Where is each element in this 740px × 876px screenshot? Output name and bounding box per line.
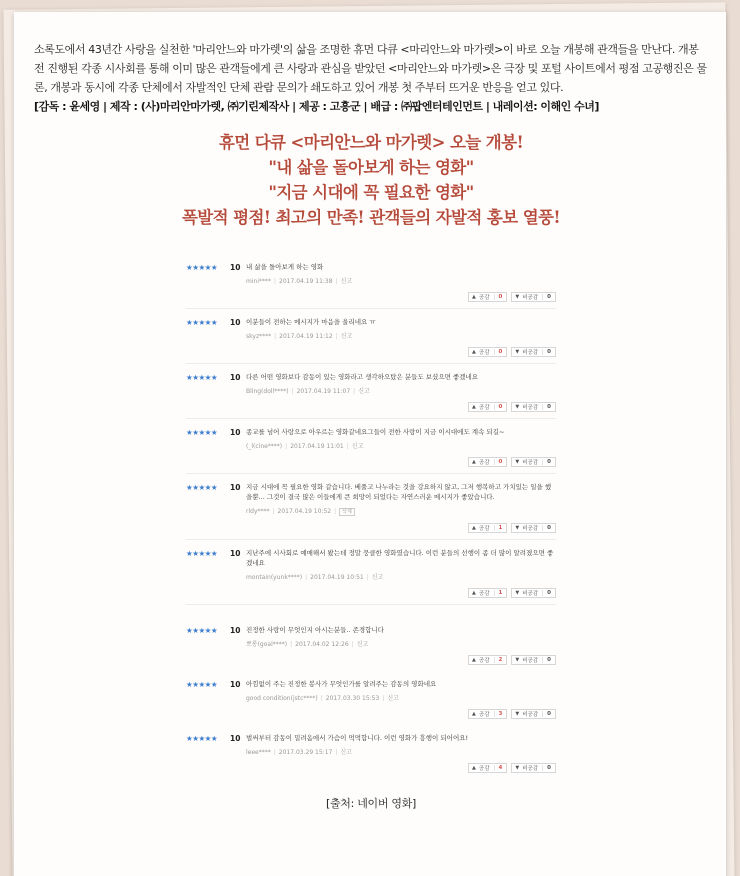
review-text: 아낌없이 주는 진정한 봉사가 무엇인가를 알려주는 감동의 영화네요 xyxy=(246,680,437,688)
headline-line-1: 휴먼 다큐 <마리안느와 마가렛> 오늘 개봉! xyxy=(218,133,524,152)
review-item xyxy=(186,725,556,779)
report-link[interactable]: 신고 xyxy=(340,278,353,285)
meta-separator: | xyxy=(274,333,277,340)
review-user[interactable]: skyz**** xyxy=(246,333,272,340)
dislike-label: 비공감 xyxy=(522,295,539,301)
review-item xyxy=(186,617,556,671)
thumbs-down-icon: ▼ xyxy=(515,711,520,717)
meta-separator: | xyxy=(334,508,337,515)
thumbs-up-icon: ▲ xyxy=(472,294,476,300)
review-text: 내 삶을 돌아보게 하는 영화 xyxy=(246,263,324,271)
review-score: 10 xyxy=(230,483,241,492)
dislike-label: 비공감 xyxy=(522,460,539,466)
like-count: 4 xyxy=(494,765,507,771)
like-label: 공감 xyxy=(478,658,490,664)
dislike-count: 0 xyxy=(542,349,555,355)
like-count: 0 xyxy=(494,349,507,355)
press-release-page xyxy=(14,12,726,876)
review-meta xyxy=(246,573,556,582)
meta-separator: | xyxy=(335,333,338,340)
like-count: 2 xyxy=(494,657,507,663)
report-link[interactable]: 신고 xyxy=(358,388,370,395)
star-rating-icon: ★★★★★ xyxy=(186,626,218,635)
like-count: 0 xyxy=(494,294,507,300)
like-count: 1 xyxy=(494,525,507,531)
source-credit: [출처: 네이버 영화] xyxy=(325,797,417,810)
review-date: 2017.04.19 10:51 xyxy=(310,574,364,581)
thumbs-up-icon: ▲ xyxy=(472,765,476,771)
review-meta xyxy=(246,387,556,396)
review-user[interactable]: montain(yunk****) xyxy=(246,574,303,581)
like-count: 0 xyxy=(494,459,507,465)
review-item xyxy=(186,671,556,725)
credits-line: [감독 : 윤세영 | 제작 : (사)마리안마가렛, ㈜기린제작사 | 제공 : 고흥군 | 배급 : ㈜팝엔터테인먼트 | 내레이션: 이해인 수녀] xyxy=(34,100,599,113)
like-button[interactable] xyxy=(468,457,507,467)
review-user[interactable]: good condition(jstc****) xyxy=(246,695,318,702)
meta-separator: | xyxy=(285,443,288,450)
meta-separator: | xyxy=(335,278,338,285)
meta-separator: | xyxy=(291,388,294,395)
review-item xyxy=(186,419,556,474)
report-link[interactable]: 신고 xyxy=(387,695,399,702)
review-meta xyxy=(246,748,556,757)
dislike-button[interactable] xyxy=(511,588,556,598)
dislike-button[interactable] xyxy=(511,457,556,467)
thumbs-down-icon: ▼ xyxy=(515,349,520,355)
vote-buttons xyxy=(246,292,556,302)
review-meta xyxy=(246,694,556,703)
headline-line-3: "지금 시대에 꼭 필요한 영화" xyxy=(268,183,474,202)
meta-separator: | xyxy=(366,574,369,581)
report-link[interactable]: 삭제 xyxy=(339,508,355,516)
thumbs-down-icon: ▼ xyxy=(515,404,520,410)
thumbs-down-icon: ▼ xyxy=(515,525,520,531)
review-item xyxy=(186,254,556,309)
thumbs-up-icon: ▲ xyxy=(472,349,476,355)
star-rating-icon: ★★★★★ xyxy=(186,373,218,382)
thumbs-up-icon: ▲ xyxy=(472,657,476,663)
headline-line-2: "내 삶을 돌아보게 하는 영화" xyxy=(268,158,474,177)
star-rating-icon: ★★★★★ xyxy=(186,734,218,743)
like-button[interactable] xyxy=(468,292,507,302)
dislike-button[interactable] xyxy=(511,402,556,412)
thumbs-up-icon: ▲ xyxy=(472,525,476,531)
thumbs-down-icon: ▼ xyxy=(515,657,520,663)
like-count: 1 xyxy=(494,590,507,596)
review-text: 지난주에 시사회로 예매해서 봤는데 정말 뭉클한 영화였습니다. 이런 분들의 선행이 좀 더 많이 알려졌으면 좋겠네요 xyxy=(246,549,554,567)
dislike-label: 비공감 xyxy=(522,526,539,532)
review-user[interactable]: 뽀롱(goal****) xyxy=(246,641,288,648)
meta-separator: | xyxy=(290,641,293,648)
review-score: 10 xyxy=(230,318,241,327)
star-rating-icon: ★★★★★ xyxy=(186,483,218,492)
dislike-label: 비공감 xyxy=(522,658,539,664)
meta-separator: | xyxy=(346,443,349,450)
dislike-count: 0 xyxy=(542,711,555,717)
dislike-count: 0 xyxy=(542,459,555,465)
review-date: 2017.04.19 11:38 xyxy=(279,278,333,285)
like-label: 공감 xyxy=(478,350,490,356)
headline-line-4: 폭발적 평점! 최고의 만족! 관객들의 자발적 홍보 열풍! xyxy=(181,208,561,227)
dislike-button[interactable] xyxy=(511,292,556,302)
review-date: 2017.04.19 11:01 xyxy=(290,443,344,450)
review-meta xyxy=(246,332,556,341)
meta-separator: | xyxy=(351,641,354,648)
intro-paragraph: 소록도에서 43년간 사랑을 실천한 '마리안느와 마가렛'의 삶을 조명한 휴먼 다큐 <마리안느와 마가렛>이 바로 오늘 개봉해 관객들을 만난다. 개봉 전 진행된 각종 시사회를 통해 이미 많은 관객들에게 큰 사랑과 관심을 받았던 <마리안느와 마가렛>은 극장 및 포털 사이트에서 평점 고공행진은 물론, 개봉과 동시에 각종 단체에서 자발적인 단체 관람 문의가 쇄도하고 있어 개봉 첫 주부터 뜨거운 반응을 얻고 있다. xyxy=(34,43,707,94)
review-item xyxy=(186,309,556,364)
review-date: 2017.03.29 15:17 xyxy=(278,749,333,756)
thumbs-up-icon: ▲ xyxy=(472,590,476,596)
like-button[interactable] xyxy=(468,709,507,719)
report-link[interactable]: 신고 xyxy=(356,641,369,648)
like-button[interactable] xyxy=(468,523,507,533)
dislike-count: 0 xyxy=(542,657,555,663)
dislike-button[interactable] xyxy=(511,763,556,773)
dislike-count: 0 xyxy=(542,404,555,410)
like-label: 공감 xyxy=(478,295,490,301)
review-item xyxy=(186,540,556,605)
review-meta xyxy=(246,640,556,649)
dislike-count: 0 xyxy=(542,590,555,596)
review-user[interactable]: mini**** xyxy=(246,278,271,285)
review-item xyxy=(186,474,556,540)
like-label: 공감 xyxy=(478,766,490,772)
meta-separator: | xyxy=(320,695,323,702)
report-link[interactable]: 신고 xyxy=(351,443,364,450)
meta-separator: | xyxy=(272,508,275,515)
thumbs-up-icon: ▲ xyxy=(472,404,476,410)
like-count: 0 xyxy=(494,404,507,410)
thumbs-down-icon: ▼ xyxy=(515,294,520,300)
review-score: 10 xyxy=(230,263,241,272)
report-link[interactable]: 신고 xyxy=(340,333,353,340)
meta-separator: | xyxy=(273,278,277,285)
dislike-label: 비공감 xyxy=(522,350,539,356)
dislike-label: 비공감 xyxy=(522,405,539,411)
like-button[interactable] xyxy=(468,347,507,357)
thumbs-down-icon: ▼ xyxy=(515,459,520,465)
review-text: 벌써부터 감동이 밀려옴에서 가슴이 먹먹합니다. 이런 영화가 흥행이 되어어요! xyxy=(246,734,469,742)
review-user[interactable]: leee**** xyxy=(246,749,271,756)
review-meta xyxy=(246,507,556,517)
review-score: 10 xyxy=(230,680,241,689)
review-text: 다른 어떤 영화보다 감동이 있는 영화라고 생각하으탔은 분들도 보셨으면 좋겠네요 xyxy=(246,373,479,381)
review-score: 10 xyxy=(230,734,241,743)
like-button[interactable] xyxy=(468,588,507,598)
headline-block xyxy=(34,130,708,230)
dislike-count: 0 xyxy=(542,765,555,771)
vote-buttons xyxy=(246,457,556,467)
like-label: 공감 xyxy=(478,526,490,532)
thumbs-up-icon: ▲ xyxy=(472,711,476,717)
dislike-count: 0 xyxy=(542,294,555,300)
review-user[interactable]: (_l(cine****) xyxy=(246,443,283,450)
review-text: 진정한 사랑이 무엇인지 아시는분들.. 존경합니다 xyxy=(246,626,384,634)
vote-buttons xyxy=(246,402,556,412)
star-rating-icon: ★★★★★ xyxy=(186,549,218,558)
meta-separator: | xyxy=(382,695,385,702)
review-date: 2017.04.19 11:12 xyxy=(279,333,333,340)
dislike-button[interactable] xyxy=(511,347,556,357)
review-text: 이분들이 전하는 메시지가 마음을 울리네요 ㅠ xyxy=(246,318,376,326)
review-date: 2017.04.19 11:07 xyxy=(296,388,351,395)
vote-buttons xyxy=(246,347,556,357)
review-text: 지금 시대에 꼭 필요한 영화 같습니다. 베풀고 나누라는 것을 강요하지 않고, 그저 행복하고 가치있는 일을 했을뿐... 그것이 결국 많은 이들에게 큰 희망이 되었다는 자연스러운 메시지가 좋았습니다. xyxy=(246,483,552,501)
meta-separator: | xyxy=(353,388,356,395)
review-date: 2017.04.19 10:52 xyxy=(277,508,332,515)
like-label: 공감 xyxy=(478,591,490,597)
review-user[interactable]: rldy**** xyxy=(246,508,270,515)
dislike-label: 비공감 xyxy=(522,712,539,718)
review-score: 10 xyxy=(230,549,241,558)
meta-separator: | xyxy=(305,574,308,581)
like-button[interactable] xyxy=(468,402,507,412)
like-label: 공감 xyxy=(478,712,490,718)
thumbs-down-icon: ▼ xyxy=(515,765,520,771)
report-link[interactable]: 신고 xyxy=(371,574,384,581)
review-date: 2017.04.02 12:26 xyxy=(295,641,349,648)
vote-buttons xyxy=(246,655,556,665)
review-meta xyxy=(246,277,556,286)
like-label: 공감 xyxy=(478,460,490,466)
thumbs-down-icon: ▼ xyxy=(515,590,520,596)
thumbs-up-icon: ▲ xyxy=(472,459,476,465)
meta-separator: | xyxy=(335,749,338,756)
dislike-button[interactable] xyxy=(511,709,556,719)
report-link[interactable]: 신고 xyxy=(340,749,352,756)
star-rating-icon: ★★★★★ xyxy=(186,680,218,689)
review-list xyxy=(186,254,556,779)
review-item xyxy=(186,364,556,419)
star-rating-icon: ★★★★★ xyxy=(186,428,218,437)
review-user[interactable]: Bling(doll****) xyxy=(246,388,289,395)
review-meta xyxy=(246,442,556,451)
star-rating-icon: ★★★★★ xyxy=(186,318,218,327)
like-button[interactable] xyxy=(468,655,507,665)
review-score: 10 xyxy=(230,373,241,382)
vote-buttons xyxy=(246,763,556,773)
like-label: 공감 xyxy=(478,405,490,411)
dislike-button[interactable] xyxy=(511,523,556,533)
review-text: 종교를 넘어 사랑으로 아우르는 영화같네요그들이 전한 사랑이 지금 이시대에도 계속 되길~ xyxy=(246,428,505,436)
dislike-label: 비공감 xyxy=(522,591,539,597)
star-rating-icon: ★★★★★ xyxy=(186,263,218,272)
review-date: 2017.03.30 15:53 xyxy=(325,695,380,702)
dislike-label: 비공감 xyxy=(522,766,539,772)
like-button[interactable] xyxy=(468,763,507,773)
vote-buttons xyxy=(246,588,556,598)
dislike-count: 0 xyxy=(542,525,555,531)
dislike-button[interactable] xyxy=(511,655,556,665)
meta-separator: | xyxy=(273,749,276,756)
like-count: 3 xyxy=(494,711,507,717)
vote-buttons xyxy=(246,523,556,533)
review-score: 10 xyxy=(230,428,241,437)
review-score: 10 xyxy=(230,626,241,635)
vote-buttons xyxy=(246,709,556,719)
